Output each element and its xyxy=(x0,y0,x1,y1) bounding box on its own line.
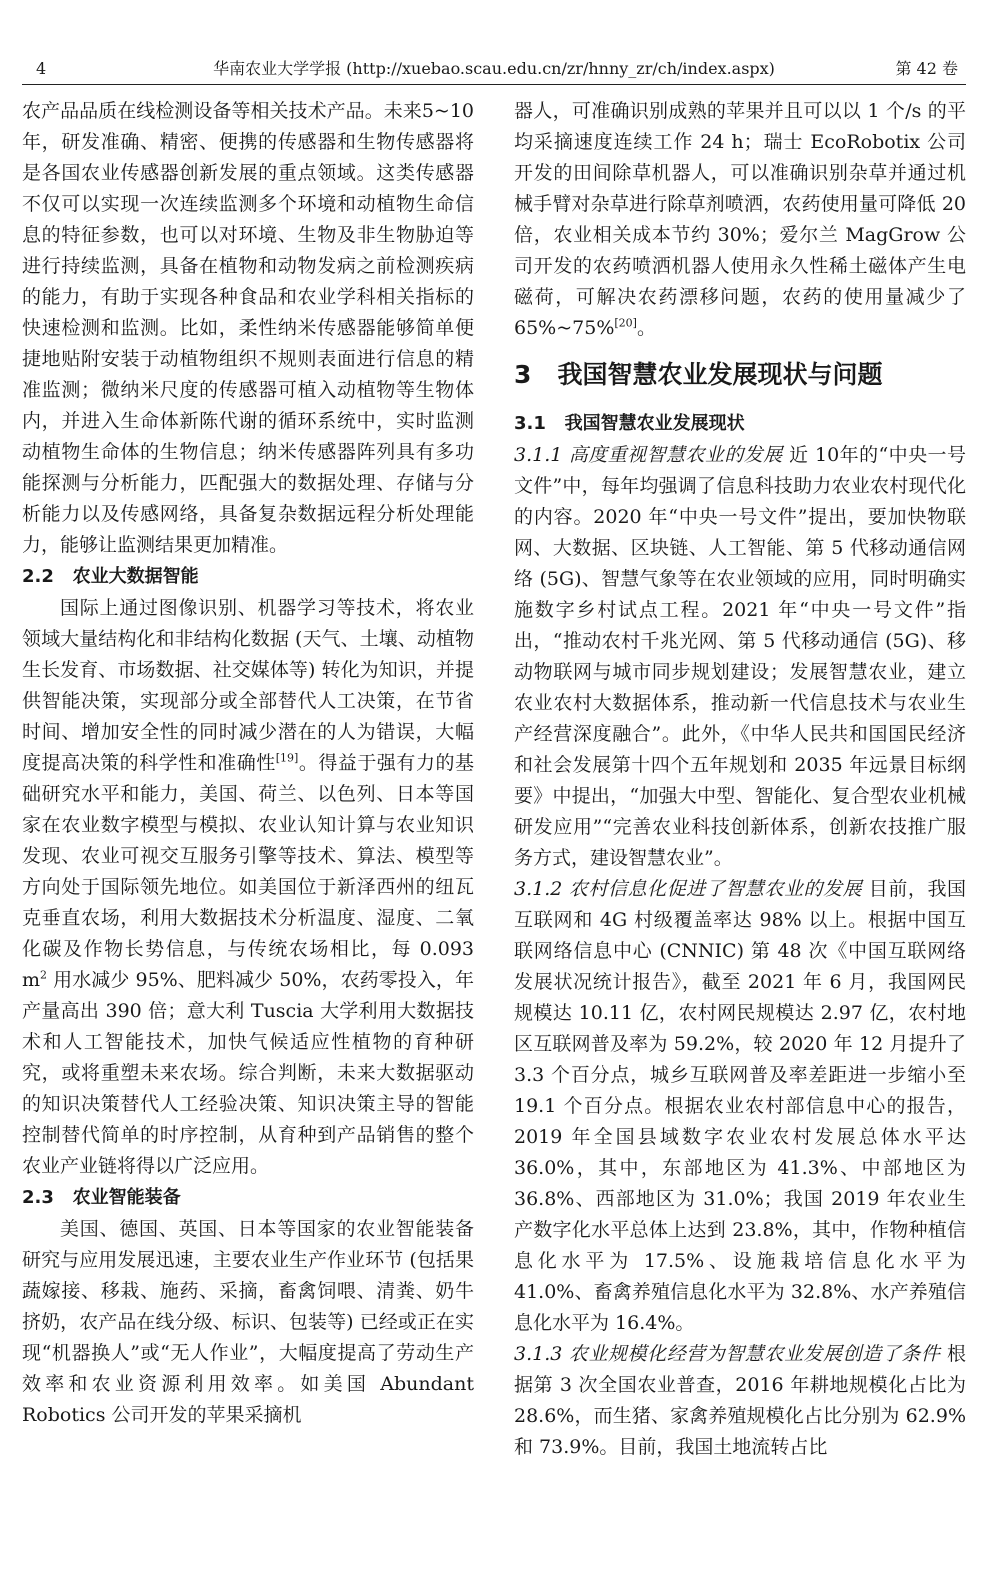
page-number: 4 xyxy=(36,59,47,78)
paragraph-3-1-1 xyxy=(514,440,966,874)
paragraph-text: 。得益于强有力的基础研究水平和能力，美国、荷兰、以色列、日本等国家在农业数字模型与模拟、农业认知计算与农业知识发现、农业可视交互服务引擎等技术、算法、模型等方向处于国际领先地位。如美国位于新泽西州的纽瓦克垂直农场，利用大数据技术分析温度、湿度、二氧化碳及作物长势信息，与传统农场相比，每 0.093 m xyxy=(22,752,474,991)
paragraph-text: 目前，我国互联网和 4G 村级覆盖率达 98% 以上。根据中国互联网络信息中心 (CNNIC) 第 48 次《中国互联网络发展状况统计报告》，截至 2021 年 6 月，我国网民规模达 10.11 亿，农村网民规模达 2.97 亿，农村地区互联网普及率为 59.2%，较 2020 年 12 月提升了 3.3 个百分点，城乡互联网普及率差距进一步缩小至 19.1 个百分点。根据农业农村部信息中心的报告，2019 年全国县域数字农业农村发展总体水平达 36.0%，其中，东部地区为 41.3%、中部地区为 36.8%、西部地区为 31.0%；我国 2019 年农业生产数字化水平总体上达到 23.8%，其中，作物种植信息化水平为 17.5%、设施栽培信息化水平为 41.0%、畜禽养殖信息化水平为 32.8%、水产养殖信息化水平为 16.4%。 xyxy=(514,878,966,1334)
paragraph-big-data xyxy=(22,593,474,1182)
volume-label: 第 42 卷 xyxy=(895,59,958,78)
running-header xyxy=(22,58,966,85)
paragraph-text: 国际上通过图像识别、机器学习等技术，将农业领域大量结构化和非结构化数据 (天气、土壤、动植物生长发育、市场数据、社交媒体等) 转化为知识，并提供智能决策，实现部分或全部替代人工决策，在节省时间、增加安全性的同时减少潜在的人为错误，大幅度提高决策的科学性和准确性 xyxy=(22,597,474,774)
left-column xyxy=(22,96,474,1431)
paragraph-text: 器人，可准确识别成熟的苹果并且可以以 1 个/s 的平均采摘速度连续工作 24 h；瑞士 EcoRobotix 公司开发的田间除草机器人，可以准确识别杂草并通过机械手臂对杂草进行除草剂喷洒，农药使用量可降低 20 倍，农业相关成本节约 30%；爱尔兰 MagGrow 公司开发的农药喷洒机器人使用永久性稀土磁体产生电磁荷，可解决农药漂移问题，农药的使用量减少了 65%~75% xyxy=(514,100,966,339)
heading-3-1: 3.1 我国智慧农业发展现状 xyxy=(514,413,745,434)
heading-3: 3 我国智慧农业发展现状与问题 xyxy=(514,360,883,389)
heading-3-1-3: 3.1.3 农业规模化经营为智慧农业发展创造了条件 xyxy=(514,1343,941,1365)
right-column xyxy=(514,96,966,1463)
citation-20[interactable]: [20] xyxy=(614,316,637,330)
citation-19[interactable]: [19] xyxy=(275,751,299,765)
superscript-2: 2 xyxy=(40,968,48,982)
paragraph-text: 用水减少 95%、肥料减少 50%，农药零投入，年产量高出 390 倍；意大利 Tuscia 大学利用大数据技术和人工智能技术，加快气候适应性植物的育种研究，或将重塑未来农场。综合判断，未来大数据驱动的知识决策替代人工经验决策、知识决策主导的智能控制替代简单的时序控制，从育种到产品销售的整个农业产业链将得以广泛应用。 xyxy=(22,969,474,1177)
paragraph-text: 近 10年的“中央一号文件”中，每年均强调了信息科技助力农业农村现代化的内容。2020 年“中央一号文件”提出，要加快物联网、大数据、区块链、人工智能、第 5 代移动通信网络 (5G)、智慧气象等在农业领域的应用，同时明确实施数字乡村试点工程。2021 年“中央一号文件”指出，“推动农村千兆光网、第 5 代移动通信 (5G)、移动物联网与城市同步规划建设；发展智慧农业，建立农业农村大数据体系，推动新一代信息技术与农业生产经营深度融合”。此外，《中华人民共和国国民经济和社会发展第十四个五年规划和 2035 年远景目标纲要》中提出，“加强大中型、智能化、复合型农业机械研发应用”“完善农业科技创新体系，创新农技推广服务方式，建设智慧农业”。 xyxy=(514,444,966,869)
paragraph-3-1-2 xyxy=(514,874,966,1339)
paragraph-equipment: 美国、德国、英国、日本等国家的农业智能装备研究与应用发展迅速，主要农业生产作业环节 (包括果蔬嫁接、移栽、施药、采摘，畜禽饲喂、清粪、奶牛挤奶，农产品在线分级、标识、包装等) 已经或正在实现“机器换人”或“无人作业”，大幅度提高了劳动生产效率和农业资源利用效率。如美国 Abundant Robotics 公司开发的苹果采摘机 xyxy=(22,1218,474,1426)
paragraph-text: 。 xyxy=(636,317,656,339)
heading-2-2: 2.2 农业大数据智能 xyxy=(22,566,199,587)
heading-3-1-2: 3.1.2 农村信息化促进了智慧农业的发展 xyxy=(514,878,863,900)
journal-title: 华南农业大学学报 (http://xuebao.scau.edu.cn/zr/hnny_zr/ch/index.aspx) xyxy=(213,59,775,78)
heading-3-1-1: 3.1.1 高度重视智慧农业的发展 xyxy=(514,444,783,466)
paragraph-3-1-3 xyxy=(514,1339,966,1463)
paragraph-sensors: 农产品品质在线检测设备等相关技术产品。未来5~10年，研发准确、精密、便携的传感器和生物传感器将是各国农业传感器创新发展的重点领域。这类传感器不仅可以实现一次连续监测多个环境和动植物生命信息的特征参数，也可以对环境、生物及非生物胁迫等进行持续监测，具备在植物和动物发病之前检测疾病的能力，有助于实现各种食品和农业学科相关指标的快速检测和监测。比如，柔性纳米传感器能够简单便捷地贴附安装于动植物组织不规则表面进行信息的精准监测；微纳米尺度的传感器可植入动植物等生物体内，并进入生命体新陈代谢的循环系统中，实时监测动植物生命体的生物信息；纳米传感器阵列具有多功能探测与分析能力，匹配强大的数据处理、存储与分析能力以及传感网络，具备复杂数据远程分析处理能力，能够让监测结果更加精准。 xyxy=(22,100,474,556)
paragraph-text: 根据第 3 次全国农业普查，2016 年耕地规模化占比为 28.6%，而生猪、家禽养殖规模化占比分别为 62.9% 和 73.9%。目前，我国土地流转占比 xyxy=(514,1343,966,1458)
heading-2-3: 2.3 农业智能装备 xyxy=(22,1187,181,1208)
paragraph-robots xyxy=(514,96,966,344)
